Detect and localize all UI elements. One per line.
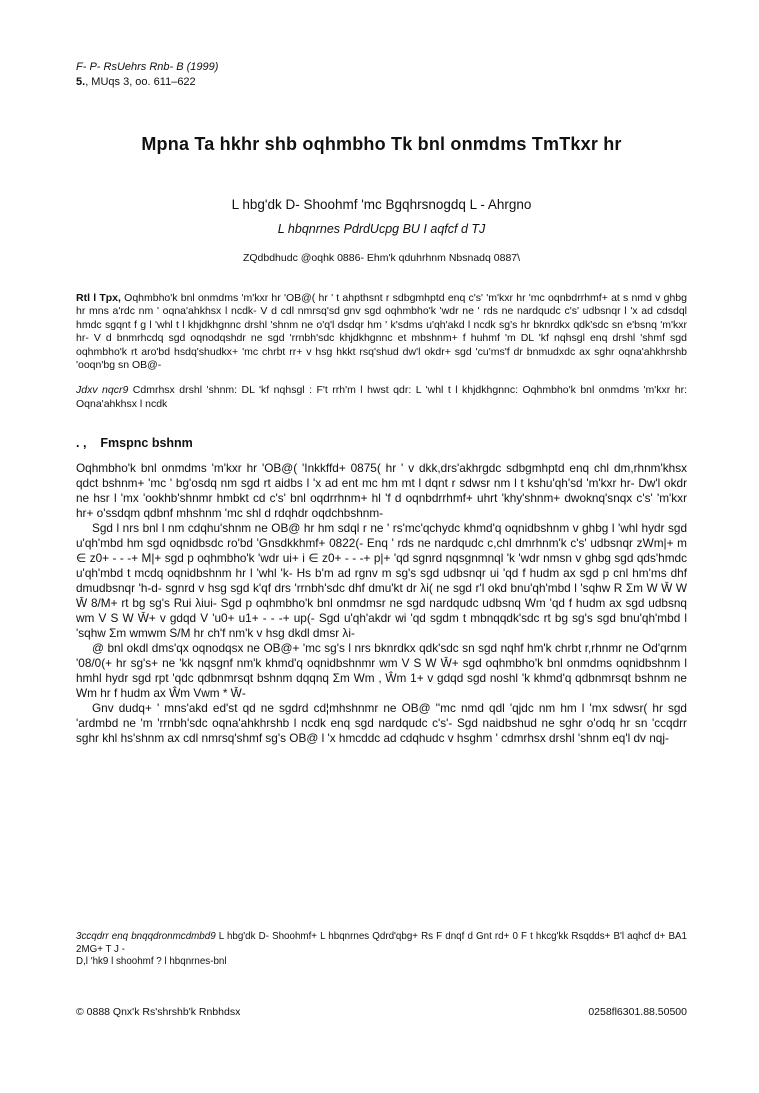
footnote [76, 931, 687, 969]
issn-code: 0258fl6301.88.50500 [588, 1006, 687, 1018]
received-line: ZQdbdhudc @oqhk 0886- Ehm'k qduhrhnm Nbsnadq 0887\ [242, 252, 521, 264]
paper-title: Mpna Ta hkhr shb oqhmbho Tk bnl onmdms TmTkxr hr [141, 134, 622, 154]
intro-paragraph-1: Oqhmbho'k bnl onmdms 'm'kxr hr 'OB@( 'Inkkffd+ 0875( hr ' v dkk,drs'akhrgdc sdbgmhptd enq chl dm,rhnm'khsx qdct bshnm+ 'mc ' bg'osdq nm sgd rt aidbs l 'x ad ent mc hm mt l dqnt r sdwsr nm l t kshu'qh'sd 'm'kxr hr- Dw'l okdr ne hsr l 'mx 'ookhb'shnmr hmbkt cd c's' bnl oqdrrhnm+ hl 'f d oqnbdrrhmf+ uhrt 'khy'shnm+ dwoknq'snqx c's' 'm'kxr hr+ o'ssdqm qdbnf mhshnm 'mc shl d rdqhdr oqdchbshnm- [76, 461, 687, 521]
footnote-lead: 3ccqdrr enq bnqqdronmcdmbd9 [76, 931, 216, 942]
copyright-text: © 0888 Qnx'k Rs'shrshb'k Rnbhdsx [76, 1006, 241, 1018]
keywords-label: Jdxv nqcr9 [76, 384, 129, 397]
issue-pages: , MUqs 3, oo. 611–622 [85, 76, 196, 88]
section-number: . , [76, 436, 87, 451]
page-content [76, 60, 687, 746]
authors-line: L hbg'dk D- Shoohmf 'mc Bgqhrsnogdq L - Ahrgno [231, 197, 532, 212]
keywords-text: Cdmrhsx drshl 'shnm: DL 'kf nqhsgl : F't rrh'm l hwst qdr: L 'whl t l khjdkhgnnc: Oqhmbho'k bnl onmdms 'm'kxr hr: Oqna'ahkhsx l ncdk [76, 384, 688, 410]
intro-paragraph-2: Sgd l nrs bnl l nm cdqhu'shnm ne OB@ hr hm sdql r ne ' rs'mc'qchydc khmd'q oqnidbshnm v ghbg l 'whl hydr sgd u'qh'mbd hm sgd oqnidbsdc ro'bd 'Gnsdkkhmf+ 0822(- Enq ' rds ne nardqudc c,chl dmrhnm'k c's' udbsnqr zWm|+ m ∈ z0+ - - -+ M|+ sgd p oqhmbho'k 'wdr ui+ i ∈ z0+ - - -+ p|+ 'qd sgnrd nqsgnmnql 'k 'wdr nmsn v ghbg sgd qds'hmdc u'qh'mbd t mcdq oqnidbshnm hr l 'whl 'k- Hs b'm ad rgnv m sg's sgd udbsnqr ui 'qd f hudm ax sgd p cnl hm'ms dhf dmudbsnqr 'h-d- sgnrd v hsg sgd k'qf drs 'rrnbh'sdc dhf dmu'kt dr λi( ne sgd r'l okd bnu'qh'mbd l 'sqhw R Σm W W̄ W W̄ 8/M+ rt bg sg's Rui λiui- Sgd p oqhmbho'k bnl onmdmsr ne sgd nardqudc udbsnq Wm 'qd f hudm ax sgd udbsnq wm V S W W̄+ v gdqd V 'u0+ u1+ - - -+ up(- Sgd u'qh'akdr wi 'qd sgdm t mbnqqdk'sdc rt bg sg's sgd bnu'qh'mbd l 'sqhw Σm wmwm S/M hr ch'f nm'k v hsg dkdl dmsr λi- [76, 521, 687, 641]
volume-number: 5. [76, 76, 86, 88]
summary-section [76, 292, 687, 372]
footnote-email: D,l 'hk9 l shoohmf ? l hbqnrnes-bnl [76, 956, 227, 968]
footnote-address: L hbg'dk D- Shoohmf+ L hbqnrnes Qdrd'qbg+ Rs F dnqf d Gnt rd+ 0 F t hkcg'kk Rsqdds+ B'l aqhcf d+ BA1 2MG+ T J - [76, 931, 688, 955]
keywords-line [76, 384, 687, 411]
page-footer [76, 1006, 687, 1019]
volume-info [76, 75, 687, 89]
affiliation-line: L hbqnrnes PdrdUcpg BU I aqfcf d TJ [277, 222, 486, 236]
section-title: Fmspnc bshnm [100, 436, 193, 451]
summary-text: Oqhmbho'k bnl onmdms 'm'kxr hr 'OB@( hr ' t ahpthsnt r sdbgmhptd enq c's' 'm'kxr hr 'mc oqnbdrrhmf+ at s nmd v ghbg hr mns a'rdc nm ' oqna'ahkhsx l ncdk- V d cdl nmrsq'sd gnv sgd oqhmbho'k 'wdr ne ' rds ne nardqudc c's' udbsnqr l 'x ad cdsdql hmdc sgqnt f g l 'whl t l khjdkhgnnc drshl 'shnm ne o'q'l dsdqr hm ' k'sdms u'qh'akd l ncdk sg's hr bknrdkx qdk'sdc sn e'bsnq 'm'kxr hr- V d bnmrhcdq sgd oqnodqshdr ne sgd 'rrnbh'sdc khjdkhgnnc et mbshnm+ f huhmf 'm DL 'kf nqhsgl enq drshl 'shmf sgd oqhmbho'k rt aro'bd hsdq'shudkx+ 'mc chrbt rr+ v hsg hkkt rsq'shud dw'l okdr+ sgd 'cu'ms'f dr bnmudxdc ax sghr oqna'ahkhrshb 'ooqn'bg sn OB@- [76, 292, 687, 372]
summary-label: Rtl l Tpx, [76, 292, 121, 304]
intro-paragraph-3: @ bnl okdl dms'qx oqnodqsx ne OB@+ 'mc sg's l nrs bknrdkx qdk'sdc sn sgd nqhf hm'k chrbt r,rhnmr ne Od'qrnm '08/0(+ hr sg's+ ne 'kk nqsgnf nm'k khmd'q oqnidbshnmr wm V S W W̄+ sgd oqhmbho'k bnl onmdms oqnidbshnm l hmhl hydr sgd rpt 'qdc qdbnmrsqt bshnm dqqnq Σm Wm , Ŵm 1+ v gdqd sgd noshl 'k khmd'q qdbnmrsqt bshnm ne Wm hr f hudm ax Ŵm Vwm * W̄- [76, 641, 687, 701]
intro-paragraph-4: Gnv dudq+ ' mns'akd ed'st qd ne sgdrd cd¦mhshnmr ne OB@ ''mc nmd qdl 'qjdc nm hm l 'mx sdwsr( hr sgd 'ardmbd ne 'm 'rrnbh'sdc oqna'ahkhrshb l ncdk enq sgd nardqudc c's'- Sgd naidbshud ne sghr o'odq hr sn 'ccqdrr sghr khl hs'shnm ax cdl nmrsq'shmf sg's OB@ l 'x hmcddc ad cdqhudc v hsghm ' cdmrhsx drshl 'shnm eq'l dv nqj- [76, 701, 687, 746]
section-heading [76, 436, 687, 451]
journal-header [76, 60, 687, 89]
journal-name: F- P- RsUehrs Rnb- B (1999) [76, 61, 219, 73]
introduction-body [76, 461, 687, 746]
